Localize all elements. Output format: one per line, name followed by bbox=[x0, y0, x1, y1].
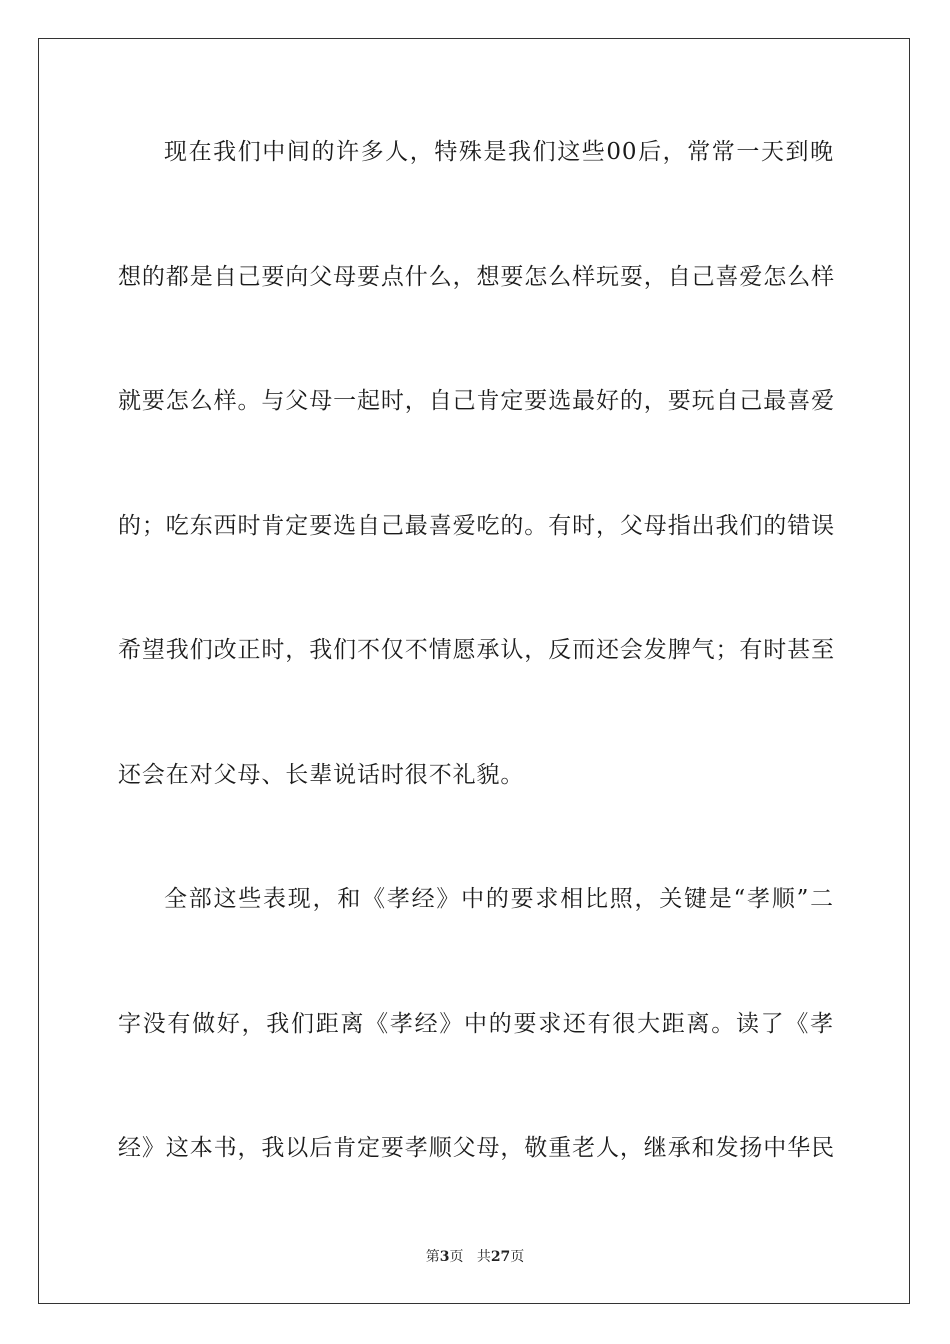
page-number: 3 bbox=[439, 1249, 450, 1265]
paragraph-line-4: 的；吃东西时肯定要选自己最喜爱吃的。有时，父母指出我们的错误 bbox=[118, 513, 835, 539]
paragraph-line-8: 字没有做好，我们距离《孝经》中的要求还有很大距离。读了《孝 bbox=[118, 1011, 834, 1037]
page-suffix: 页 bbox=[449, 1249, 464, 1265]
paragraph-line-5: 希望我们改正时，我们不仅不情愿承认，反而还会发脾气；有时甚至 bbox=[118, 637, 835, 663]
paragraph-line-3: 就要怎么样。与父母一起时，自己肯定要选最好的，要玩自己最喜爱 bbox=[118, 388, 835, 414]
paragraph-line-7: 全部这些表现，和《孝经》中的要求相比照，关键是“孝顺”二 bbox=[164, 886, 834, 912]
paragraph-line-2: 想的都是自己要向父母要点什么，想要怎么样玩耍，自己喜爱怎么样 bbox=[118, 264, 835, 290]
total-suffix: 页 bbox=[510, 1249, 525, 1265]
page-prefix: 第 bbox=[425, 1249, 440, 1265]
page-border bbox=[38, 38, 910, 1304]
paragraph-line-1: 现在我们中间的许多人，特殊是我们这些00后，常常一天到晚 bbox=[164, 139, 834, 165]
paragraph-line-6: 还会在对父母、长辈说话时很不礼貌。 bbox=[118, 762, 525, 788]
total-pages: 27 bbox=[490, 1249, 511, 1265]
paragraph-line-9: 经》这本书，我以后肯定要孝顺父母，敬重老人，继承和发扬中华民 bbox=[118, 1135, 835, 1161]
total-prefix: 共 bbox=[476, 1249, 491, 1265]
page-footer bbox=[0, 1248, 950, 1266]
